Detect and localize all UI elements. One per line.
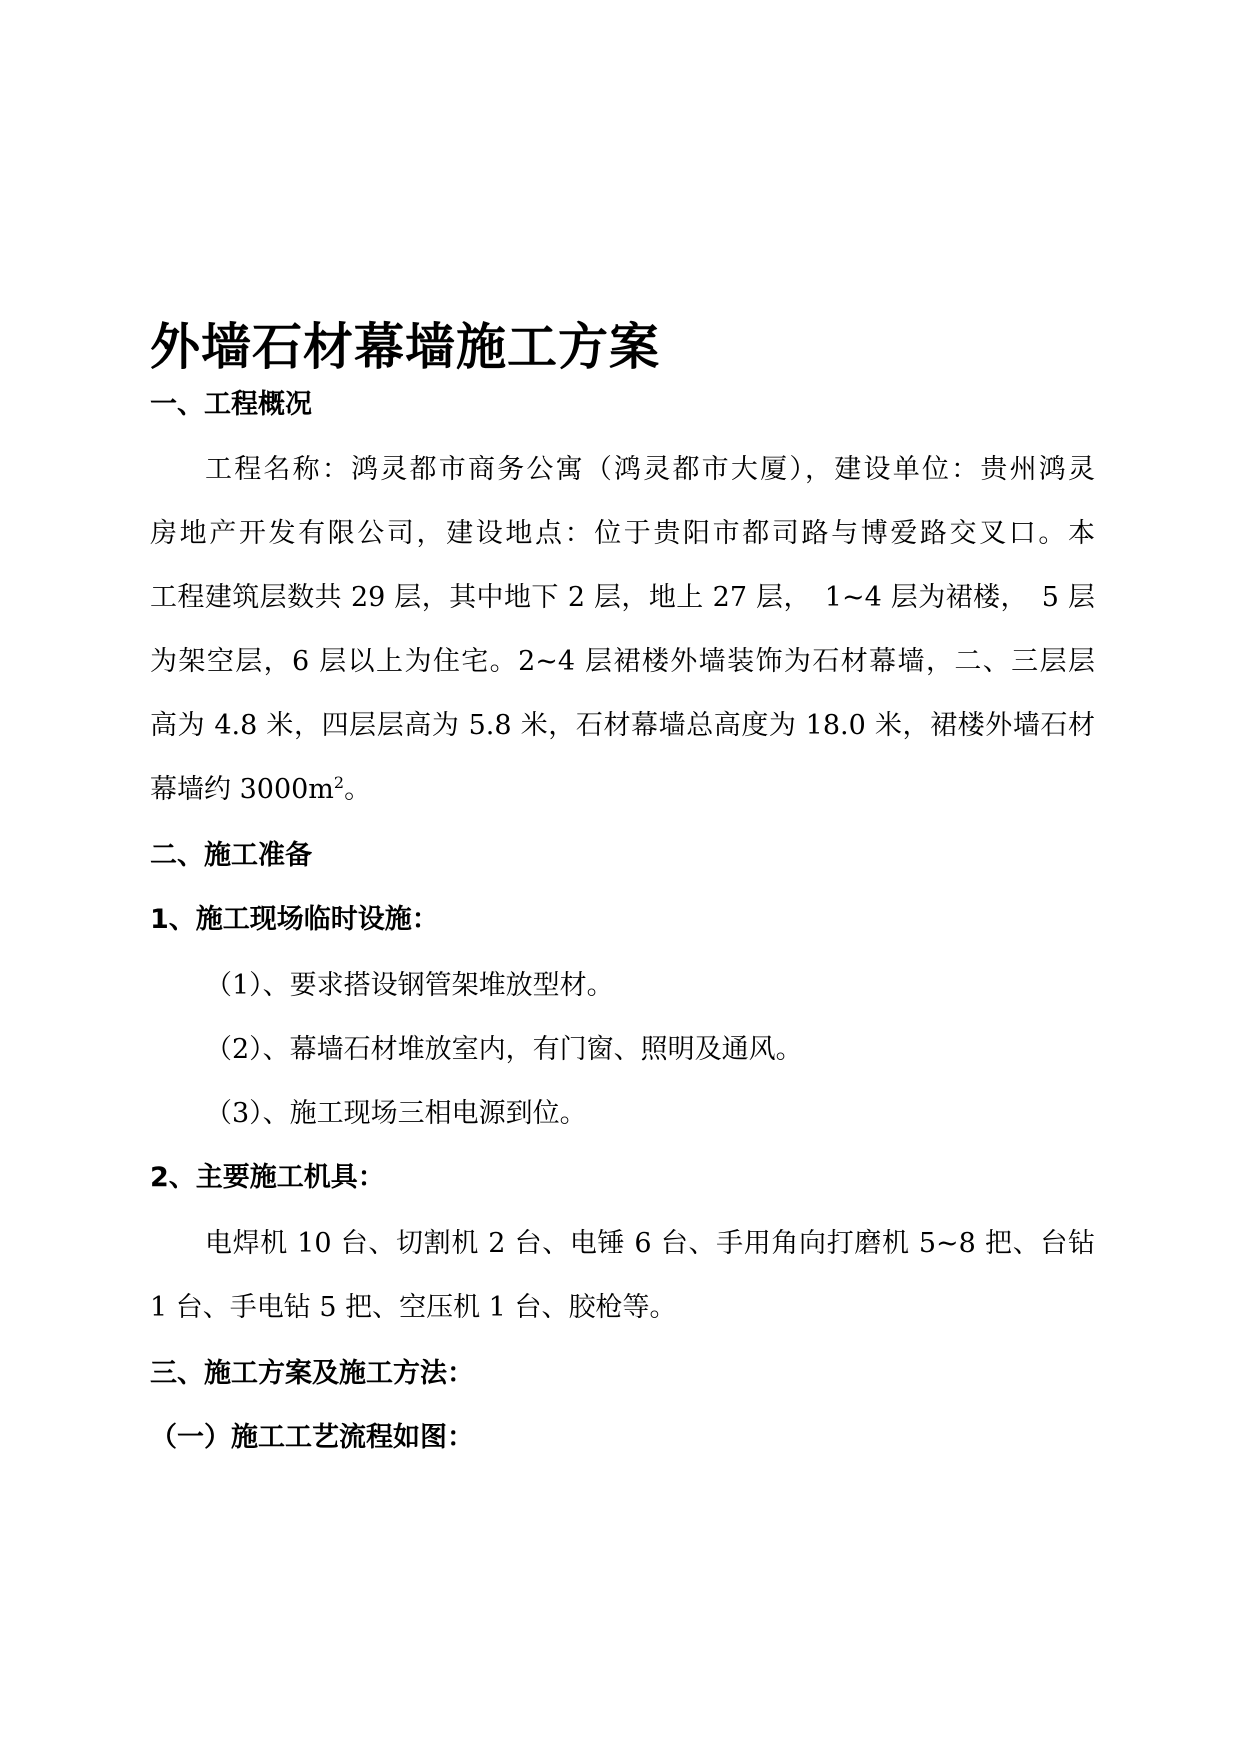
section-1-line-1: 工程名称：鸿灵都市商务公寓（鸿灵都市大厦），建设单位：贵州鸿灵 bbox=[205, 454, 1095, 485]
section-2-sub-1-heading: 1、施工现场临时设施： bbox=[150, 904, 439, 935]
document-title: 外墙石材幕墙施工方案 bbox=[150, 318, 660, 376]
section-2-heading: 二、施工准备 bbox=[150, 840, 312, 871]
section-1-line-6 bbox=[150, 770, 371, 810]
section-2-sub-2-heading: 2、主要施工机具： bbox=[150, 1162, 385, 1193]
area-superscript: 2 bbox=[333, 773, 345, 792]
section-1-heading: 一、工程概况 bbox=[150, 389, 312, 420]
equipment-line-1: 电焊机 10 台、切割机 2 台、电锤 6 台、手用角向打磨机 5~8 把、台钻 bbox=[205, 1228, 1095, 1259]
section-3-sub-1-heading: （一）施工工艺流程如图： bbox=[150, 1422, 474, 1453]
section-3-heading: 三、施工方案及施工方法： bbox=[150, 1358, 474, 1389]
equipment-line-2: 1 台、手电钻 5 把、空压机 1 台、胶枪等。 bbox=[150, 1292, 677, 1323]
section-1-line-5: 高为 4.8 米，四层层高为 5.8 米，石材幕墙总高度为 18.0 米，裙楼外墙石材 bbox=[150, 710, 1095, 741]
list-item-1: （1）、要求搭设钢管架堆放型材。 bbox=[205, 970, 614, 1001]
list-item-2: （2）、幕墙石材堆放室内，有门窗、照明及通风。 bbox=[205, 1034, 803, 1065]
section-1-line-2: 房地产开发有限公司，建设地点：位于贵阳市都司路与博爱路交叉口。本 bbox=[150, 518, 1095, 549]
list-item-3: （3）、施工现场三相电源到位。 bbox=[205, 1098, 587, 1129]
area-text: 幕墙约 3000m bbox=[150, 774, 334, 805]
section-1-line-4: 为架空层，6 层以上为住宅。2~4 层裙楼外墙装饰为石材幕墙，二、三层层 bbox=[150, 646, 1095, 677]
area-period: 。 bbox=[344, 774, 372, 805]
section-1-line-3: 工程建筑层数共 29 层，其中地下 2 层，地上 27 层， 1~4 层为裙楼， 5 层 bbox=[150, 582, 1095, 613]
